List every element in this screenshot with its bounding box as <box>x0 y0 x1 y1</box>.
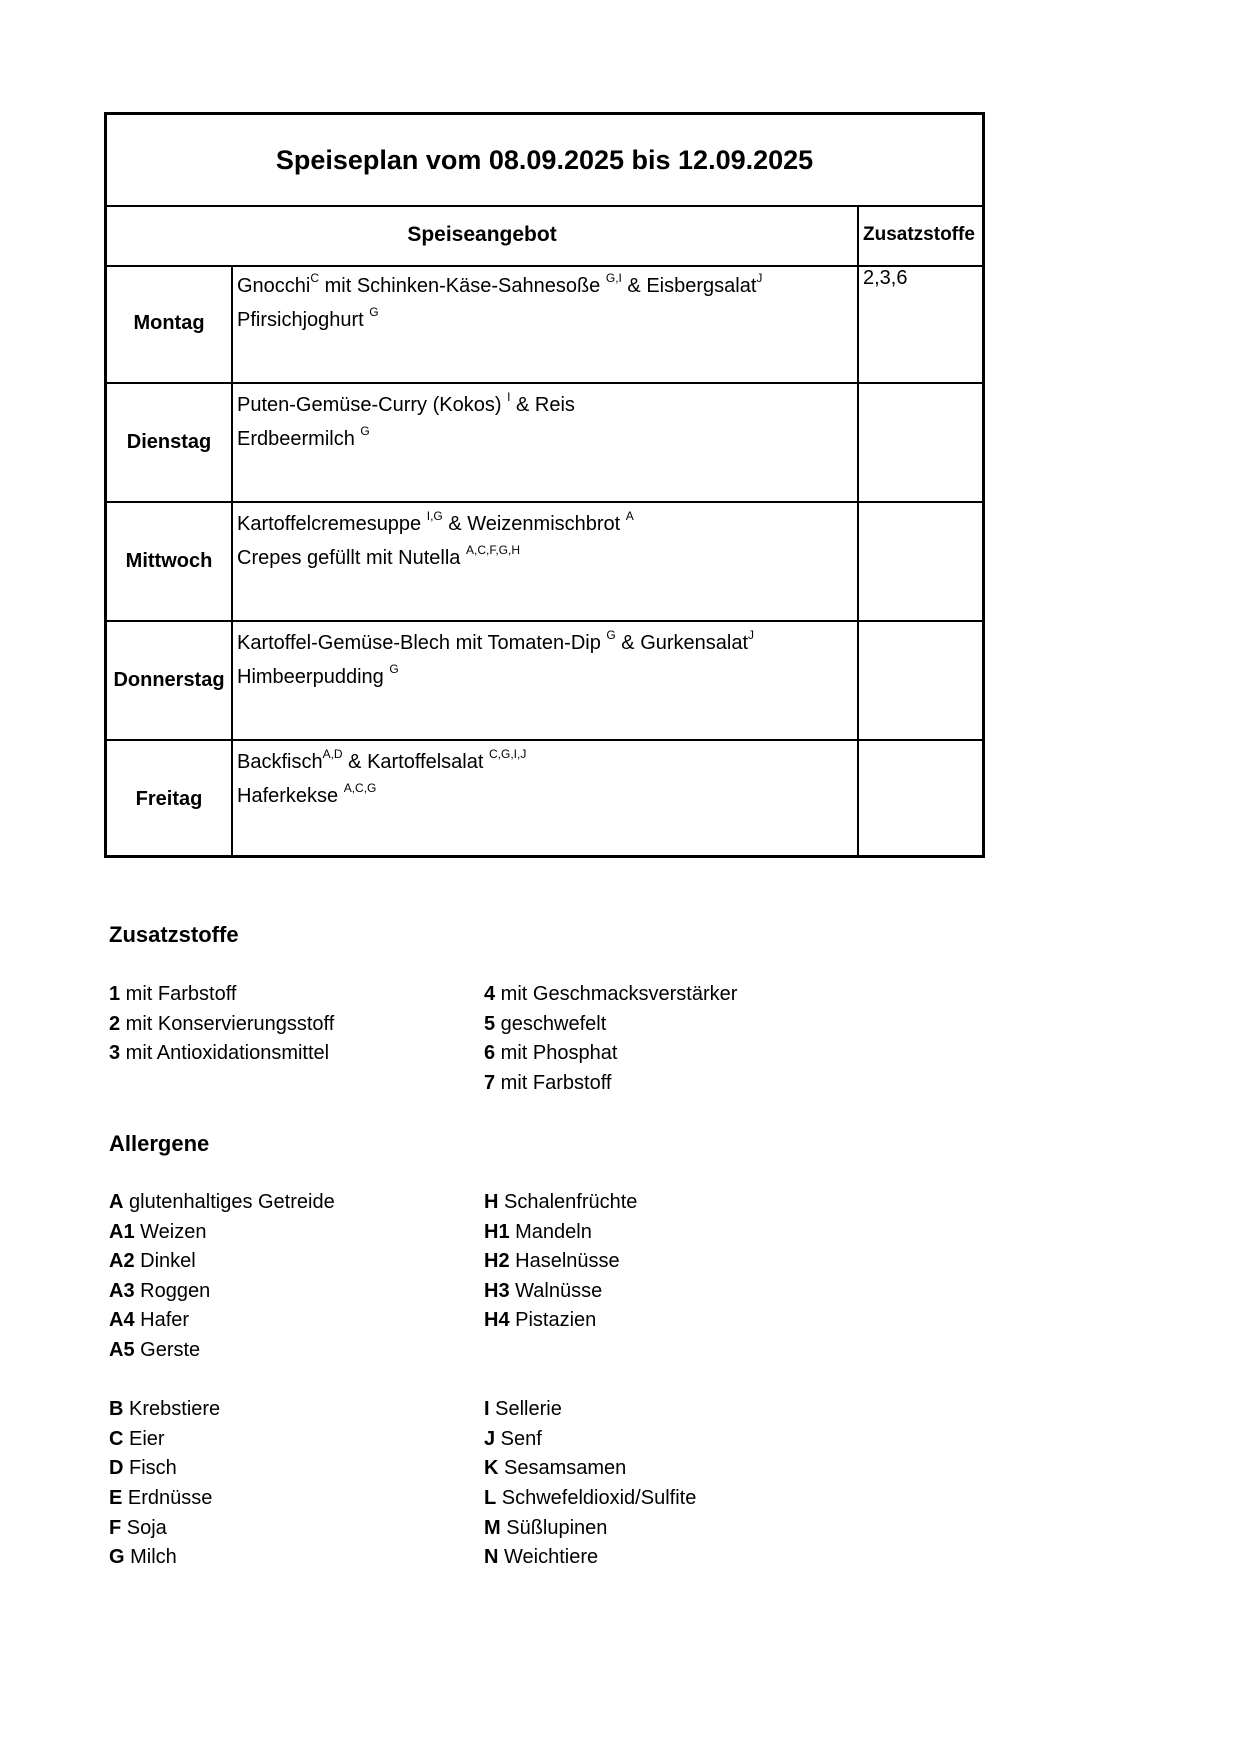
legend-item <box>109 1425 335 1455</box>
menu-plan-table <box>104 112 985 858</box>
legend-item <box>484 1010 737 1040</box>
legend-item <box>109 1188 335 1218</box>
legend-code: H1 <box>484 1220 510 1243</box>
table-row <box>107 384 982 503</box>
legend-item <box>109 1010 334 1040</box>
legend-code: 2 <box>109 1012 121 1035</box>
day-additives <box>859 741 983 858</box>
legend-item <box>109 1306 335 1336</box>
menu-line-main <box>237 388 857 422</box>
legend-item <box>484 1039 737 1069</box>
legend-label: Weizen <box>134 1220 207 1243</box>
legend-code: M <box>484 1516 501 1539</box>
legend-item <box>109 1277 335 1307</box>
dish-text: & Gurkensalat <box>615 632 749 654</box>
legend-code: A <box>109 1191 124 1213</box>
dish-text: Crepes gefüllt mit Nutella <box>237 547 466 569</box>
menu-line-main <box>237 269 857 303</box>
legend-code: H4 <box>484 1309 510 1332</box>
table-row <box>107 503 982 622</box>
day-additives <box>859 384 983 501</box>
table-row <box>107 622 982 741</box>
dish-text: & Kartoffelsalat <box>342 751 489 773</box>
legend-label: Erdnüsse <box>122 1486 213 1509</box>
legend-code: A4 <box>109 1309 135 1332</box>
legend-item <box>484 1188 696 1218</box>
legend-item <box>484 1543 696 1573</box>
legend-label: Sellerie <box>489 1398 562 1421</box>
legend-item <box>109 980 334 1010</box>
legend-item <box>109 1484 335 1514</box>
menu-line-main <box>237 745 857 779</box>
allergen-marker: G <box>606 628 616 642</box>
legend-label: mit Geschmacksverstärker <box>495 983 738 1005</box>
table-header-row <box>107 205 982 267</box>
additives-legend-left <box>109 980 334 1069</box>
legend-code: J <box>484 1427 496 1450</box>
legend-label: Dinkel <box>134 1250 196 1273</box>
legend-code: A2 <box>109 1250 135 1273</box>
legend-label: Gerste <box>134 1338 201 1361</box>
legend-label: Senf <box>495 1427 542 1450</box>
additives-legend-right <box>484 980 737 1098</box>
legend-label: Mandeln <box>509 1220 592 1243</box>
dish-text: Haferkekse <box>237 785 344 807</box>
day-menu <box>233 622 859 739</box>
allergens-legend-left <box>109 1188 335 1573</box>
legend-code: F <box>109 1516 122 1539</box>
allergen-marker: G <box>360 424 370 438</box>
legend-label: mit Farbstoff <box>120 983 237 1005</box>
legend-label: geschwefelt <box>495 1012 607 1035</box>
legend-code: 1 <box>109 983 121 1005</box>
legend-label: Weichtiere <box>498 1546 599 1569</box>
legend-code: H <box>484 1191 499 1213</box>
allergen-marker: I,G <box>426 509 443 523</box>
legend-item <box>484 1218 696 1248</box>
legend-code: 4 <box>484 983 496 1005</box>
day-menu <box>233 384 859 501</box>
legend-label: mit Konservierungsstoff <box>120 1012 335 1035</box>
legend-code: 5 <box>484 1012 496 1035</box>
allergen-marker: C,G,I,J <box>489 747 527 761</box>
legend-item <box>484 1277 696 1307</box>
dish-text: Gnocchi <box>237 275 311 297</box>
legend-code: H2 <box>484 1250 510 1273</box>
legend-code: N <box>484 1546 499 1569</box>
legend-item <box>484 1484 696 1514</box>
day-name: Donnerstag <box>107 622 233 739</box>
legend-label: Eier <box>123 1427 165 1450</box>
allergen-marker: G,I <box>605 271 622 285</box>
dish-text: & Weizenmischbrot <box>442 513 626 535</box>
day-name: Mittwoch <box>107 503 233 620</box>
dish-text: Kartoffelcremesuppe <box>237 513 427 535</box>
legend-label: Fisch <box>123 1457 177 1480</box>
dish-text: Erdbeermilch <box>237 428 361 450</box>
legend-label: Roggen <box>134 1279 211 1302</box>
day-menu <box>233 741 859 858</box>
legend-label: glutenhaltiges Getreide <box>123 1191 335 1213</box>
legend-code: A5 <box>109 1338 135 1361</box>
legend-spacer <box>109 1366 335 1396</box>
day-menu <box>233 265 859 382</box>
plan-title: Speiseplan vom 08.09.2025 bis 12.09.2025 <box>107 115 982 207</box>
allergen-marker: C <box>310 271 320 285</box>
allergens-legend-title: Allergene <box>109 1131 210 1156</box>
legend-label: Pistazien <box>509 1309 597 1332</box>
dish-text: Pfirsichjoghurt <box>237 309 370 331</box>
legend-label: Krebstiere <box>123 1398 221 1421</box>
legend-item <box>109 1514 335 1544</box>
legend-label: Walnüsse <box>509 1279 603 1302</box>
legend-label: Milch <box>124 1546 177 1569</box>
table-row <box>107 741 982 858</box>
legend-code: K <box>484 1457 499 1480</box>
legend-code: 7 <box>484 1071 496 1094</box>
allergen-marker: G <box>369 305 379 319</box>
menu-line-dessert <box>237 303 857 337</box>
legend-code: I <box>484 1398 490 1421</box>
legend-code: A3 <box>109 1279 135 1302</box>
legend-item <box>484 980 737 1010</box>
legend-code: B <box>109 1398 124 1421</box>
legend-item <box>484 1247 696 1277</box>
legend-item <box>484 1514 696 1544</box>
legend-code: L <box>484 1486 497 1509</box>
legend-label: Haselnüsse <box>509 1250 620 1273</box>
allergen-marker: A <box>625 509 634 523</box>
table-row <box>107 265 982 384</box>
legend-label: Süßlupinen <box>500 1516 608 1539</box>
legend-code: G <box>109 1546 125 1569</box>
additives-legend-title: Zusatzstoffe <box>109 922 239 947</box>
day-name: Montag <box>107 265 233 382</box>
legend-item <box>109 1395 335 1425</box>
legend-spacer <box>484 1336 696 1366</box>
legend-item <box>109 1218 335 1248</box>
dish-text: & Eisbergsalat <box>621 275 757 297</box>
legend-item <box>109 1454 335 1484</box>
legend-code: A1 <box>109 1220 135 1243</box>
legend-label: Schwefeldioxid/Sulfite <box>496 1486 697 1509</box>
dish-text: & Reis <box>510 394 575 416</box>
dish-text: Kartoffel-Gemüse-Blech mit Tomaten-Dip <box>237 632 607 654</box>
day-name: Freitag <box>107 741 233 858</box>
menu-line-main <box>237 507 857 541</box>
legend-label: Hafer <box>134 1309 190 1332</box>
dish-text: Backfisch <box>237 751 323 773</box>
legend-label: Schalenfrüchte <box>498 1191 638 1213</box>
allergen-marker: A,C,F,G,H <box>465 543 520 557</box>
legend-code: 6 <box>484 1042 496 1065</box>
menu-line-dessert <box>237 422 857 456</box>
menu-line-dessert <box>237 541 857 575</box>
legend-code: 3 <box>109 1042 121 1065</box>
legend-item <box>109 1247 335 1277</box>
legend-item <box>484 1425 696 1455</box>
menu-line-main <box>237 626 857 660</box>
legend-code: D <box>109 1457 124 1480</box>
legend-label: mit Farbstoff <box>495 1071 612 1094</box>
legend-item <box>109 1543 335 1573</box>
day-additives <box>859 622 983 739</box>
day-name: Dienstag <box>107 384 233 501</box>
dish-text: Puten-Gemüse-Curry (Kokos) <box>237 394 508 416</box>
legend-item <box>484 1306 696 1336</box>
header-zusatzstoffe: Zusatzstoffe <box>863 224 975 245</box>
dish-text: mit Schinken-Käse-Sahnesoße <box>319 275 606 297</box>
allergen-marker: I <box>507 390 511 404</box>
allergen-marker: J <box>756 271 763 285</box>
legend-item <box>484 1454 696 1484</box>
legend-code: E <box>109 1486 123 1509</box>
legend-code: H3 <box>484 1279 510 1302</box>
legend-item <box>484 1069 737 1099</box>
day-additives: 2,3,6 <box>863 267 908 289</box>
legend-label: Sesamsamen <box>498 1457 627 1480</box>
allergen-marker: G <box>389 662 399 676</box>
legend-label: Soja <box>121 1516 167 1539</box>
legend-label: mit Phosphat <box>495 1042 618 1065</box>
legend-item <box>109 1039 334 1069</box>
legend-item <box>109 1336 335 1366</box>
menu-line-dessert <box>237 779 857 813</box>
allergen-marker: A,C,G <box>343 781 377 795</box>
legend-item <box>484 1395 696 1425</box>
day-additives <box>859 503 983 620</box>
dish-text: Himbeerpudding <box>237 666 390 688</box>
legend-spacer <box>484 1366 696 1396</box>
allergens-legend-right <box>484 1188 696 1573</box>
legend-label: mit Antioxidationsmittel <box>120 1042 330 1065</box>
menu-line-dessert <box>237 660 857 694</box>
allergen-marker: A,D <box>322 747 343 761</box>
header-speiseangebot: Speiseangebot <box>107 205 859 265</box>
allergen-marker: J <box>748 628 755 642</box>
legend-code: C <box>109 1427 124 1450</box>
day-menu <box>233 503 859 620</box>
